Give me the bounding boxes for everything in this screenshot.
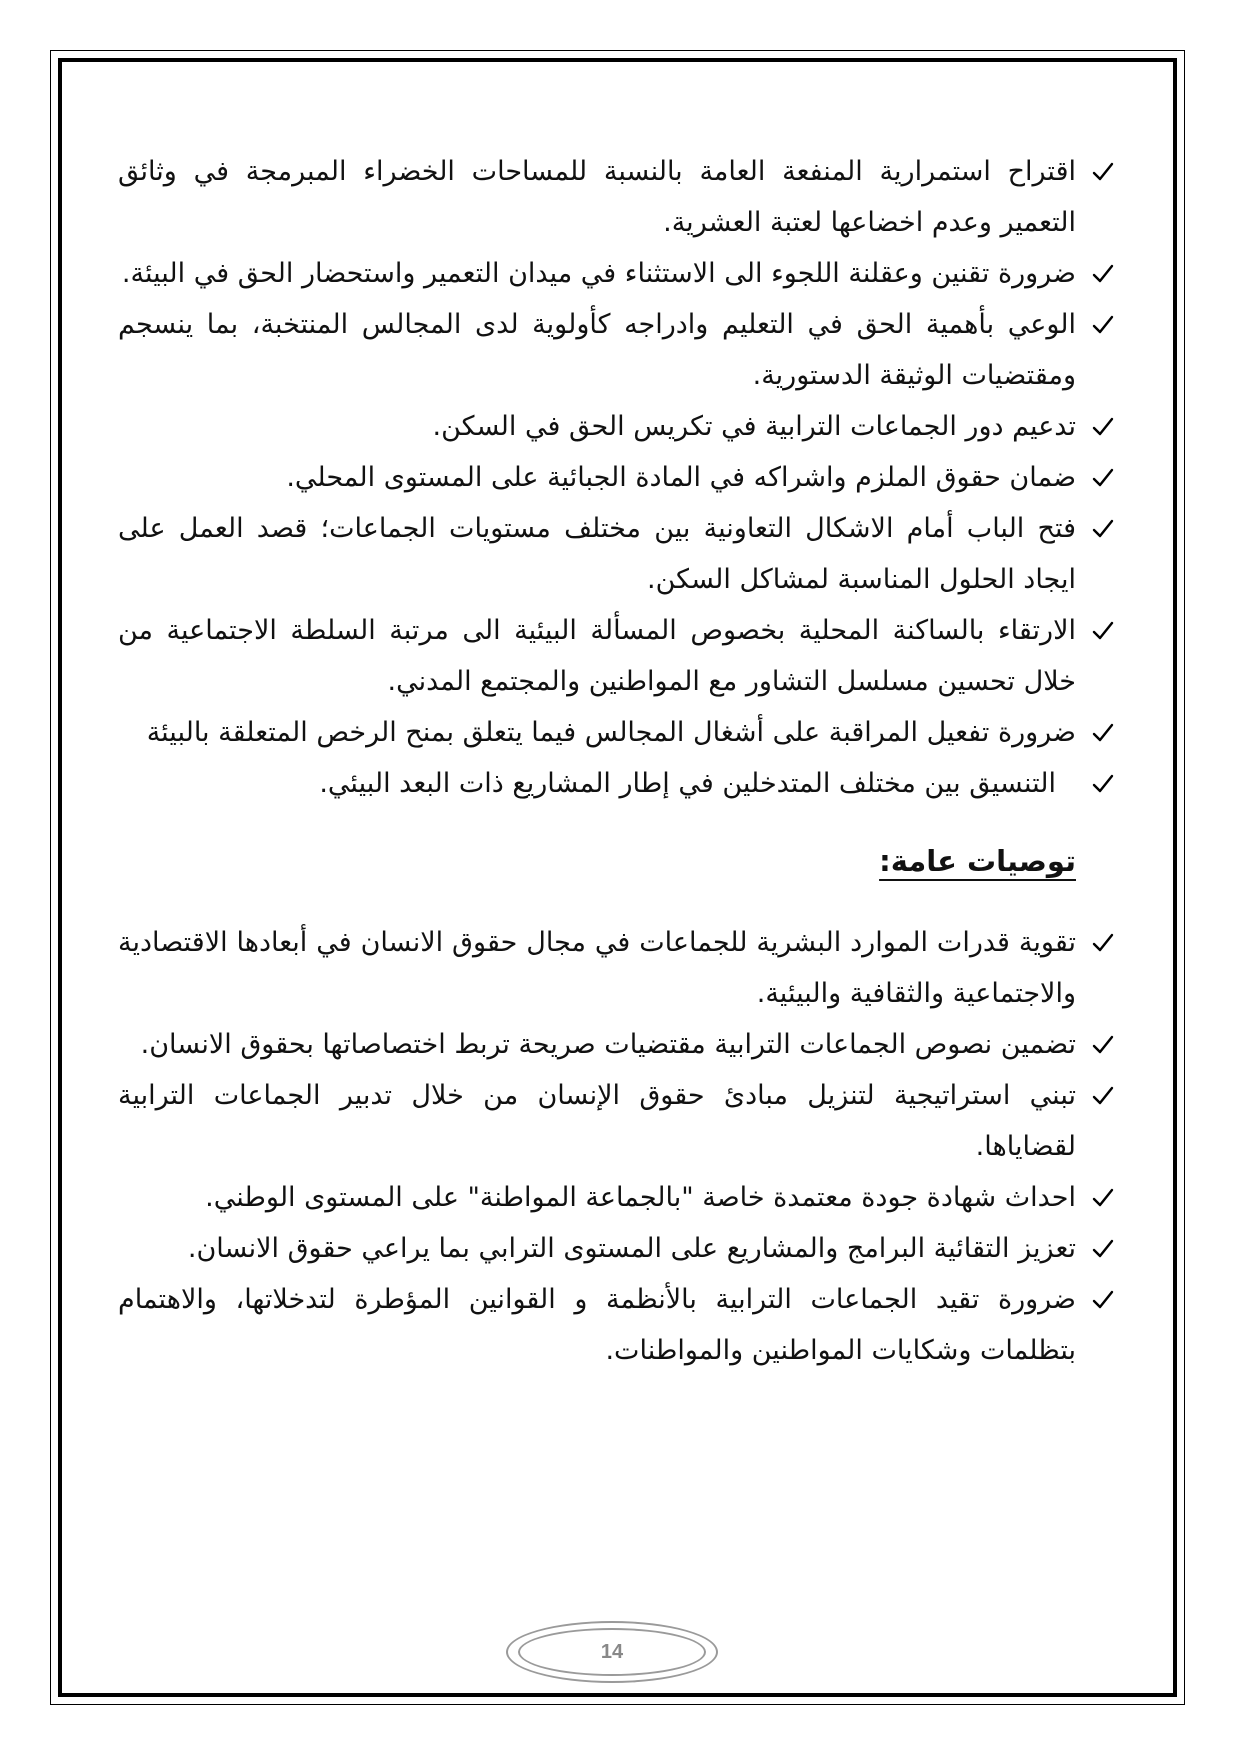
check-icon	[1088, 605, 1118, 656]
list-item	[118, 758, 1118, 809]
check-icon	[1088, 1019, 1118, 1070]
list-item-text: ضرورة تقنين وعقلنة اللجوء الى الاستثناء في ميدان التعمير واستحضار الحق في البيئة.	[121, 258, 1076, 289]
check-icon	[1088, 248, 1118, 299]
page-number-badge	[506, 1621, 718, 1683]
list-item	[118, 605, 1118, 707]
list-item	[118, 452, 1118, 503]
list-item-text: اقتراح استمرارية المنفعة العامة بالنسبة للمساحات الخضراء المبرمجة في وثائق التعمير وعدم اخضاعها لعتبة العشرية.	[118, 156, 1076, 238]
check-icon	[1088, 758, 1118, 809]
check-icon	[1088, 1070, 1118, 1121]
list-item-text: ضمان حقوق الملزم واشراكه في المادة الجبائية على المستوى المحلي.	[286, 462, 1076, 493]
list-item	[118, 917, 1118, 1019]
list-item-text: ضرورة تقيد الجماعات الترابية بالأنظمة و القوانين المؤطرة لتدخلاتها، والاهتمام بتظلمات وشكايات المواطنين والمواطنات.	[118, 1284, 1076, 1366]
recommendations-list-2	[118, 917, 1118, 1376]
list-item-text: تعزيز التقائية البرامج والمشاريع على المستوى الترابي بما يراعي حقوق الانسان.	[187, 1233, 1076, 1264]
list-item-text: الوعي بأهمية الحق في التعليم وادراجه كأولوية لدى المجالس المنتخبة، بما ينسجم ومقتضيات الوثيقة الدستورية.	[118, 309, 1076, 391]
check-icon	[1088, 452, 1118, 503]
check-icon	[1088, 401, 1118, 452]
check-icon	[1088, 1172, 1118, 1223]
list-item-text: التنسيق بين مختلف المتدخلين في إطار المشاريع ذات البعد البيئي.	[319, 768, 1056, 799]
section-heading-text: توصيات عامة:	[879, 844, 1076, 878]
recommendations-list-1	[118, 146, 1118, 809]
list-item-text: تقوية قدرات الموارد البشرية للجماعات في مجال حقوق الانسان في أبعادها الاقتصادية والاجتماعية والثقافية والبيئية.	[118, 927, 1076, 1009]
list-item	[118, 1172, 1118, 1223]
list-item-text: الارتقاء بالساكنة المحلية بخصوص المسألة البيئية الى مرتبة السلطة الاجتماعية من خلال تحسين مسلسل التشاور مع المواطنين والمجتمع المدني.	[118, 615, 1076, 697]
page-number: 14	[600, 1641, 624, 1663]
document-body	[118, 146, 1118, 1376]
check-icon	[1088, 503, 1118, 554]
check-icon	[1088, 707, 1118, 758]
check-icon	[1088, 917, 1118, 968]
list-item-text: تضمين نصوص الجماعات الترابية مقتضيات صريحة تربط اختصاصاتها بحقوق الانسان.	[140, 1029, 1076, 1060]
list-item	[118, 401, 1118, 452]
check-icon	[1088, 1223, 1118, 1274]
check-icon	[1088, 299, 1118, 350]
list-item	[118, 1274, 1118, 1376]
list-item-text: تبني استراتيجية لتنزيل مبادئ حقوق الإنسان من خلال تدبير الجماعات الترابية لقضاياها.	[118, 1080, 1076, 1162]
list-item-text: فتح الباب أمام الاشكال التعاونية بين مختلف مستويات الجماعات؛ قصد العمل على ايجاد الحلول المناسبة لمشاكل السكن.	[118, 513, 1076, 595]
list-item-text: احداث شهادة جودة معتمدة خاصة "بالجماعة المواطنة" على المستوى الوطني.	[205, 1182, 1076, 1213]
list-item	[118, 503, 1118, 605]
check-icon	[1088, 146, 1118, 197]
list-item	[118, 146, 1118, 248]
list-item	[118, 299, 1118, 401]
list-item-text: ضرورة تفعيل المراقبة على أشغال المجالس فيما يتعلق بمنح الرخص المتعلقة بالبيئة	[146, 717, 1076, 748]
check-icon	[1088, 1274, 1118, 1325]
list-item	[118, 1070, 1118, 1172]
list-item-text: تدعيم دور الجماعات الترابية في تكريس الحق في السكن.	[432, 411, 1076, 442]
section-heading	[118, 831, 1118, 891]
list-item	[118, 248, 1118, 299]
list-item	[118, 1223, 1118, 1274]
list-item	[118, 1019, 1118, 1070]
list-item	[118, 707, 1118, 758]
